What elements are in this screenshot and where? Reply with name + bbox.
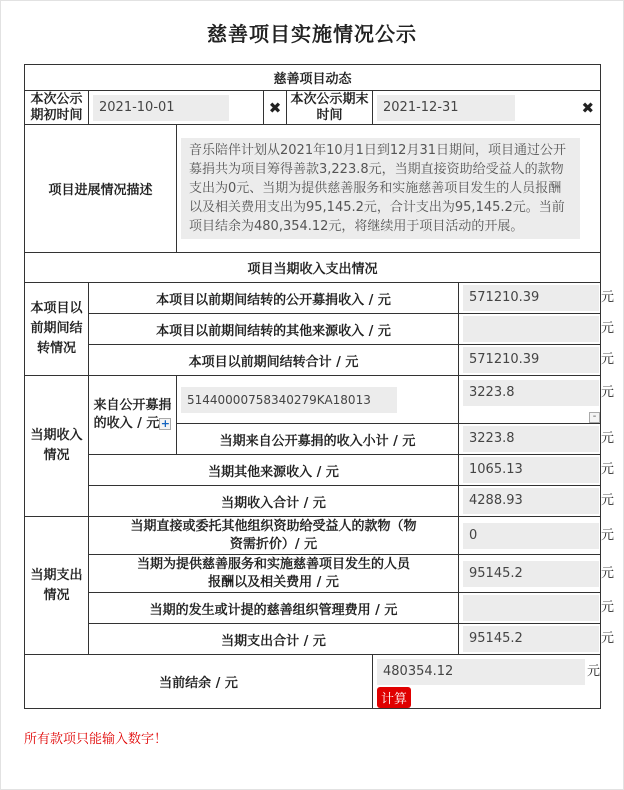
income-public-subtotal-cell <box>459 424 615 455</box>
carryover-total-label: 本项目以前期间结转合计 / 元 <box>89 345 459 376</box>
income-public-code-cell <box>177 376 459 424</box>
remove-source-icon[interactable]: - <box>589 412 600 423</box>
carryover-public-cell <box>459 283 615 314</box>
carryover-public-input[interactable]: 571210.39 <box>463 285 599 311</box>
expense-group-label: 当期支出情况 <box>25 517 89 655</box>
progress-label: 项目进展情况描述 <box>25 125 177 253</box>
balance-label: 当前结余 / 元 <box>25 655 373 709</box>
expense-direct-cell <box>459 517 615 555</box>
carryover-total-input[interactable]: 571210.39 <box>463 347 599 373</box>
start-date-label: 本次公示期初时间 <box>25 91 89 125</box>
start-date-input[interactable]: 2021-10-01 <box>93 95 229 121</box>
income-total-cell <box>459 486 615 517</box>
income-other-input[interactable]: 1065.13 <box>463 457 599 483</box>
unit-label: 元 <box>601 431 615 446</box>
income-other-label: 当期其他来源收入 / 元 <box>89 455 459 486</box>
unit-label: 元 <box>601 462 615 477</box>
unit-label: 元 <box>601 352 615 367</box>
income-public-source-label: 来自公开募捐的收入 / 元 <box>93 398 172 431</box>
income-group-label: 当期收入情况 <box>25 376 89 517</box>
unit-label: 元 <box>601 290 615 305</box>
unit-label: 元 <box>587 664 601 679</box>
balance-cell <box>373 655 601 709</box>
carryover-other-label: 本项目以前期间结转的其他来源收入 / 元 <box>89 314 459 345</box>
income-public-source-cell <box>89 376 177 455</box>
unit-label: 元 <box>601 493 615 508</box>
balance-input[interactable]: 480354.12 <box>377 659 585 685</box>
income-total-input[interactable]: 4288.93 <box>463 488 599 514</box>
add-source-icon[interactable]: + <box>160 416 171 430</box>
carryover-public-label: 本项目以前期间结转的公开募捐收入 / 元 <box>89 283 459 314</box>
carryover-other-cell <box>459 314 615 345</box>
income-public-value-input[interactable]: 3223.8 <box>463 380 599 406</box>
end-date-cell <box>373 91 601 125</box>
finance-header: 项目当期收入支出情况 <box>25 253 601 283</box>
progress-textarea[interactable]: 音乐陪伴计划从2021年10月1日到12月31日期间，项目通过公开募捐共为项目筹得善款3,223.8元，当期直接资助给受益人的款物支出为0元、当期为提供慈善服务和实施慈善项目发生的人员报酬以及相关费用支出为95,145.2元，合计支出为95,145.2元。当前项目结余为480,354.12元，将继续用于项目活动的开展。 <box>181 138 580 239</box>
unit-label: 元 <box>601 527 615 543</box>
expense-service-input[interactable]: 95145.2 <box>463 561 599 587</box>
unit-label: 元 <box>601 631 615 646</box>
page-title: 慈善项目实施情况公示 <box>207 22 417 46</box>
unit-label: 元 <box>601 600 615 615</box>
end-date-label: 本次公示期末时间 <box>287 91 373 125</box>
expense-service-label: 当期为提供慈善服务和实施慈善项目发生的人员报酬以及相关费用 / 元 <box>89 555 459 593</box>
end-date-clear-icon[interactable]: ✖ <box>581 99 595 117</box>
unit-label: 元 <box>601 565 615 581</box>
progress-cell <box>177 125 601 253</box>
income-public-code-input[interactable]: 51440000758340279KA18013 <box>181 387 397 413</box>
income-public-subtotal-label: 当期来自公开募捐的收入小计 / 元 <box>177 424 459 455</box>
charity-form-table <box>24 64 615 709</box>
carryover-other-input[interactable] <box>463 316 599 342</box>
start-date-cell <box>89 91 264 125</box>
expense-total-cell <box>459 624 615 655</box>
expense-service-cell <box>459 555 615 593</box>
income-public-value-cell <box>459 376 615 424</box>
expense-total-input[interactable]: 95145.2 <box>463 626 599 652</box>
income-other-cell <box>459 455 615 486</box>
expense-direct-label: 当期直接或委托其他组织资助给受益人的款物（物资需折价）/ 元 <box>89 517 459 555</box>
start-date-clear-icon[interactable]: ✖ <box>264 91 287 125</box>
carryover-total-cell <box>459 345 615 376</box>
income-total-label: 当期收入合计 / 元 <box>89 486 459 517</box>
carryover-group-label: 本项目以前期间结转情况 <box>25 283 89 376</box>
expense-admin-input[interactable] <box>463 595 599 621</box>
expense-admin-label: 当期的发生或计提的慈善组织管理费用 / 元 <box>89 593 459 624</box>
income-public-subtotal-input[interactable]: 3223.8 <box>463 426 599 452</box>
expense-total-label: 当期支出合计 / 元 <box>89 624 459 655</box>
expense-direct-input[interactable]: 0 <box>463 523 599 549</box>
expense-admin-cell <box>459 593 615 624</box>
end-date-input[interactable]: 2021-12-31 <box>377 95 515 121</box>
dynamics-header: 慈善项目动态 <box>25 65 601 91</box>
footer-note: 所有款项只能输入数字！ <box>24 732 168 747</box>
unit-label: 元 <box>601 385 615 400</box>
unit-label: 元 <box>601 321 615 336</box>
calculate-button[interactable]: 计算 <box>377 687 411 708</box>
